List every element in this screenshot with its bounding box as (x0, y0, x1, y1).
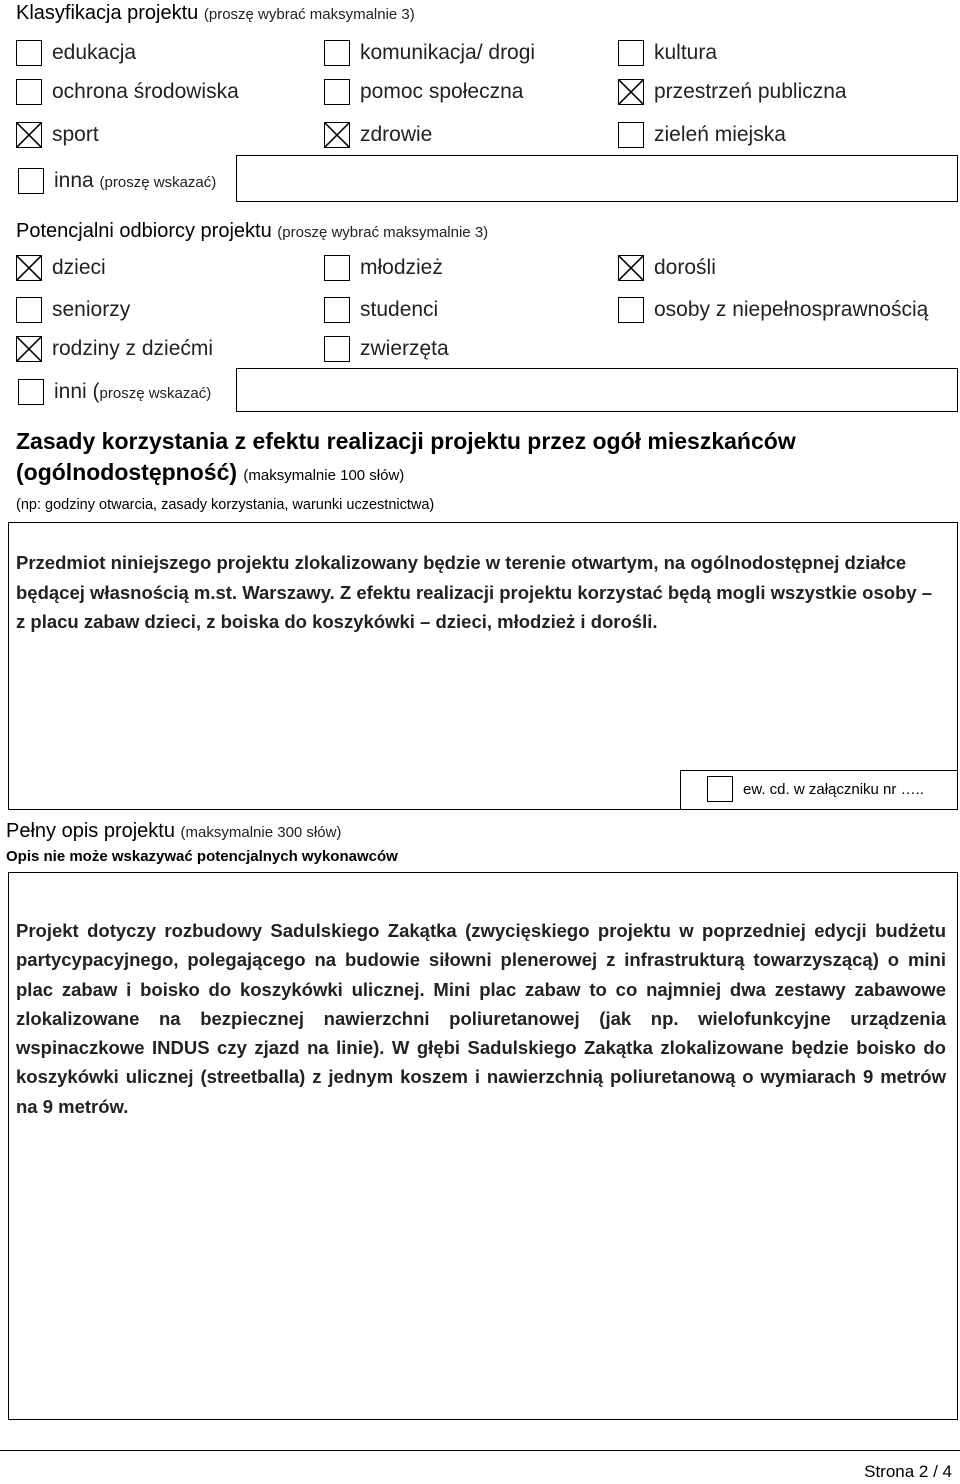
attachment-option[interactable] (707, 774, 924, 804)
recipients-option-label: dorośli (654, 256, 716, 279)
recipients-option[interactable] (16, 295, 130, 325)
recipients-heading (16, 220, 488, 243)
recipients-option[interactable] (324, 295, 438, 325)
checkbox-checked[interactable] (16, 255, 42, 281)
classification-option-label: przestrzeń publiczna (654, 80, 847, 103)
classification-option[interactable] (324, 38, 535, 68)
checkbox-checked[interactable] (16, 336, 42, 362)
classification-option[interactable] (16, 120, 99, 150)
recipients-option-label: osoby z niepełnosprawnością (654, 298, 929, 321)
description-hint: (maksymalnie 300 słów) (180, 824, 342, 841)
checkbox[interactable] (324, 336, 350, 362)
recipients-option-label: studenci (360, 298, 439, 321)
recipients-title: Potencjalni odbiorcy projektu (16, 220, 272, 242)
checkbox[interactable] (618, 297, 644, 323)
checkbox[interactable] (618, 40, 644, 66)
checkbox[interactable] (16, 79, 42, 105)
recipients-option-label: dzieci (52, 256, 106, 279)
checkmark-x-icon (17, 256, 41, 280)
rules-example: (np: godziny otwarcia, zasady korzystania, warunki uczestnictwa) (16, 497, 435, 513)
recipients-option[interactable] (16, 253, 106, 283)
recipients-option[interactable] (324, 334, 449, 364)
classification-other-hint: (proszę wskazać) (99, 174, 217, 191)
checkbox[interactable] (324, 79, 350, 105)
checkbox[interactable] (324, 297, 350, 323)
classification-option[interactable] (16, 38, 136, 68)
description-note: Opis nie może wskazywać potencjalnych wykonawców (6, 848, 398, 865)
checkbox[interactable] (16, 297, 42, 323)
classification-heading (16, 2, 415, 25)
checkbox-checked[interactable] (618, 79, 644, 105)
description-title: Pełny opis projektu (6, 820, 175, 842)
classification-option[interactable] (324, 77, 523, 107)
checkbox[interactable] (324, 40, 350, 66)
classification-option[interactable] (618, 77, 847, 107)
classification-option-label: sport (52, 123, 99, 146)
recipients-other-label: inni ( (54, 380, 100, 403)
classification-option[interactable] (618, 120, 786, 150)
classification-other-input[interactable] (236, 155, 958, 202)
checkbox-checked[interactable] (618, 255, 644, 281)
classification-option-label: kultura (654, 41, 718, 64)
recipients-other-option[interactable] (18, 377, 211, 407)
recipients-option-label: zwierzęta (360, 337, 449, 360)
description-text: Projekt dotyczy rozbudowy Sadulskiego Zakątka (zwycięskiego projektu w poprzedniej edycji budżetu partycypacyjnego, polegającego na budowie siłowni plenerowej z infrastrukturą towarzyszącą) o mini plac zabaw i boisko do koszykówki ulicznej. Mini plac zabaw to co najmniej dwa zestawy zabawowe zlokalizowane na bezpiecznej nawierzchni poliuretanowej (jak np. wielofunkcyjne urządzenia wspinaczkowe INDUS czy zjazd na linie). W głębi Sadulskiego Zakątka zlokalizowane będzie boisko do koszykówki ulicznej (streetballa) z jednym koszem i nawierzchnią poliuretanową o wymiarach 9 metrów na 9 metrów. (16, 920, 946, 1117)
checkmark-x-icon (17, 337, 41, 361)
checkbox[interactable] (18, 379, 44, 405)
checkmark-x-icon (619, 80, 643, 104)
classification-option-label: ochrona środowiska (52, 80, 239, 103)
checkbox[interactable] (16, 40, 42, 66)
classification-option[interactable] (324, 120, 432, 150)
page-number: Strona 2 / 4 (864, 1462, 952, 1481)
description-heading (6, 820, 341, 843)
classification-option[interactable] (16, 77, 239, 107)
checkmark-x-icon (619, 256, 643, 280)
classification-other-label: inna (54, 169, 94, 192)
attachment-label: ew. cd. w załączniku nr ….. (743, 780, 924, 798)
checkbox[interactable] (324, 255, 350, 281)
classification-hint: (proszę wybrać maksymalnie 3) (203, 6, 415, 23)
classification-option-label: zdrowie (360, 123, 433, 146)
classification-option[interactable] (618, 38, 717, 68)
recipients-option[interactable] (618, 295, 928, 325)
rules-title-line2-text: (ogólnodostępność) (16, 459, 238, 485)
rules-title-hint: (maksymalnie 100 słów) (243, 467, 405, 484)
checkmark-x-icon (17, 123, 41, 147)
classification-option-label: pomoc społeczna (360, 80, 524, 103)
recipients-option-label: rodziny z dziećmi (52, 337, 214, 360)
recipients-other-input[interactable] (236, 368, 958, 412)
recipients-other-hint: proszę wskazać) (99, 385, 212, 402)
checkbox[interactable] (618, 122, 644, 148)
checkbox-checked[interactable] (16, 122, 42, 148)
recipients-option[interactable] (618, 253, 716, 283)
rules-text: Przedmiot niniejszego projektu zlokalizowany będzie w terenie otwartym, na ogólnodostępnej działce będącej własnością m.st. Warszawy. Z efektu realizacji projektu korzystać będą mogli wszystkie osoby – z placu zabaw dzieci, z boiska do koszykówki – dzieci, młodzież i dorośli. (16, 552, 933, 632)
recipients-option-label: młodzież (360, 256, 443, 279)
rules-title-line2 (16, 459, 404, 486)
recipients-option[interactable] (324, 253, 443, 283)
checkmark-x-icon (325, 123, 349, 147)
footer-divider (0, 1450, 960, 1451)
checkbox[interactable] (18, 168, 44, 194)
recipients-option-label: seniorzy (52, 298, 131, 321)
classification-title: Klasyfikacja projektu (16, 2, 199, 24)
classification-option-label: edukacja (52, 41, 137, 64)
classification-option-label: zieleń miejska (654, 123, 786, 146)
classification-option-label: komunikacja/ drogi (360, 41, 536, 64)
rules-title-line1: Zasady korzystania z efektu realizacji projektu przez ogół mieszkańców (16, 428, 796, 454)
attachment-checkbox[interactable] (707, 776, 733, 802)
recipients-option[interactable] (16, 334, 213, 364)
classification-other-option[interactable] (18, 166, 216, 196)
recipients-hint: (proszę wybrać maksymalnie 3) (277, 224, 489, 241)
checkbox-checked[interactable] (324, 122, 350, 148)
